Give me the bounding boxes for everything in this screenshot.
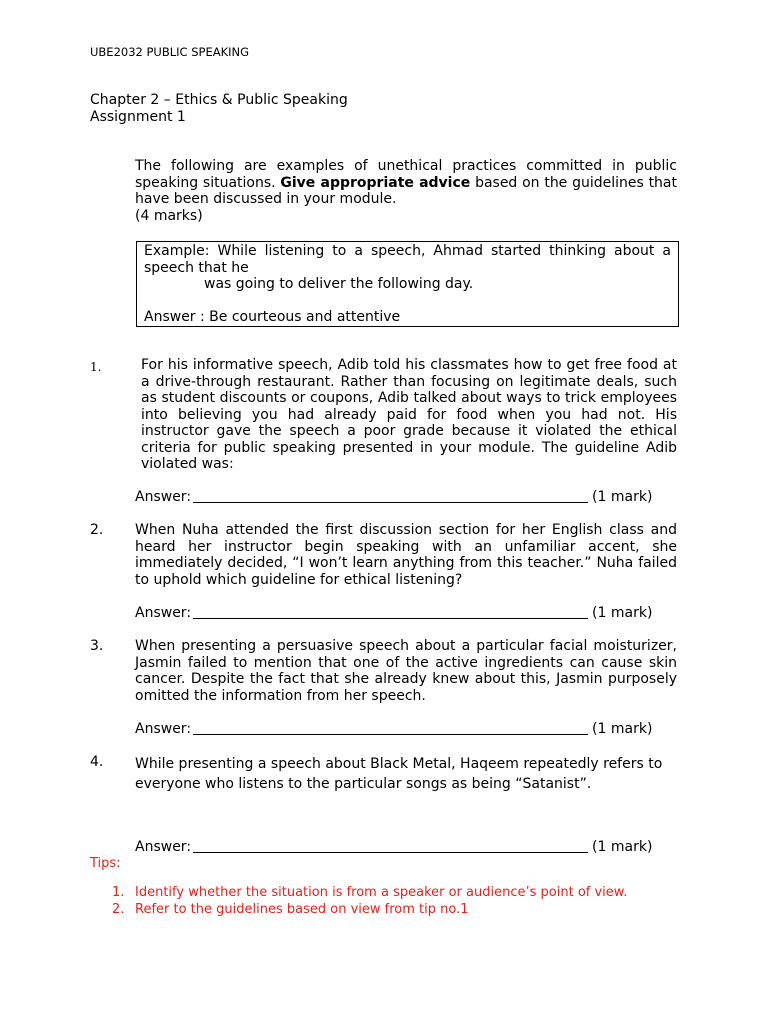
tips-title: Tips: [90, 856, 121, 871]
example-text: Example: While listening to a speech, Ahmad started thinking about a speech that he [144, 243, 671, 276]
tip-number: 2. [112, 901, 125, 917]
tip-item [112, 885, 627, 902]
instructions-bold: Give appropriate advice [280, 174, 471, 191]
question-number: 4. [90, 754, 104, 770]
answer-marks: (1 mark) [592, 721, 653, 737]
instructions-text-end: based on the guidelines that have been discussed in your module. [135, 174, 678, 207]
answer-marks: (1 mark) [592, 605, 653, 621]
answer-row [135, 489, 652, 505]
course-header: UBE2032 PUBLIC SPEAKING [90, 45, 250, 59]
answer-row [135, 605, 652, 621]
instructions-text-start: The following are examples of unethical practices committed in public speaking situations. [135, 158, 677, 191]
question-number: 2. [90, 522, 104, 538]
answer-blank[interactable] [193, 734, 588, 735]
answer-label: Answer: [135, 605, 192, 621]
answer-blank[interactable] [193, 502, 588, 503]
assignment-title: Assignment 1 [90, 109, 186, 125]
example-answer: Answer : Be courteous and attentive [144, 308, 401, 325]
question-text: For his informative speech, Adib told his classmates how to get free food at a drive-through restaurant. Rather than focusing on legitimate deals, such as student discounts or coupons, Adib talked about ways to trick employees into believing you had already paid for food when you had not. His instructor gave the speech a poor grade because it violated the ethical criteria for public speaking presented in your module. The guideline Adib violated was: [141, 357, 677, 472]
answer-marks: (1 mark) [592, 839, 653, 855]
question-text: When presenting a persuasive speech about a particular facial moisturizer, Jasmin failed to mention that one of the active ingredients can cause skin cancer. Despite the fact that she already knew about this, Jasmin purposely omitted the information from her speech. [135, 638, 677, 704]
answer-row [135, 839, 652, 855]
instructions [135, 158, 677, 224]
question-number: 1. [90, 360, 102, 374]
answer-label: Answer: [135, 839, 192, 855]
instructions-marks: (4 marks) [135, 207, 203, 224]
example-text-continued: was going to deliver the following day. [204, 276, 474, 292]
answer-label: Answer: [135, 489, 192, 505]
tip-item [112, 902, 627, 919]
answer-blank[interactable] [193, 852, 588, 853]
answer-marks: (1 mark) [592, 489, 653, 505]
question-text: When Nuha attended the first discussion section for her English class and heard her instructor begin speaking with an unfamiliar accent, she immediately decided, “I won’t learn anything from this teacher.” Nuha failed to uphold which guideline for ethical listening? [135, 522, 677, 588]
answer-label: Answer: [135, 721, 192, 737]
answer-row [135, 721, 652, 737]
tip-text: Identify whether the situation is from a speaker or audience’s point of view. [135, 885, 628, 900]
tip-text: Refer to the guidelines based on view from tip no.1 [135, 901, 469, 917]
tip-number: 1. [112, 885, 125, 900]
tips-list [112, 885, 627, 918]
chapter-title: Chapter 2 – Ethics & Public Speaking [90, 92, 348, 108]
answer-blank[interactable] [193, 618, 588, 619]
chapter-heading [90, 92, 348, 126]
question-number: 3. [90, 638, 104, 654]
example-box [136, 241, 679, 327]
question-text: While presenting a speech about Black Metal, Haqeem repeatedly refers to everyone who listens to the particular songs as being “Satanist”. [135, 756, 663, 792]
